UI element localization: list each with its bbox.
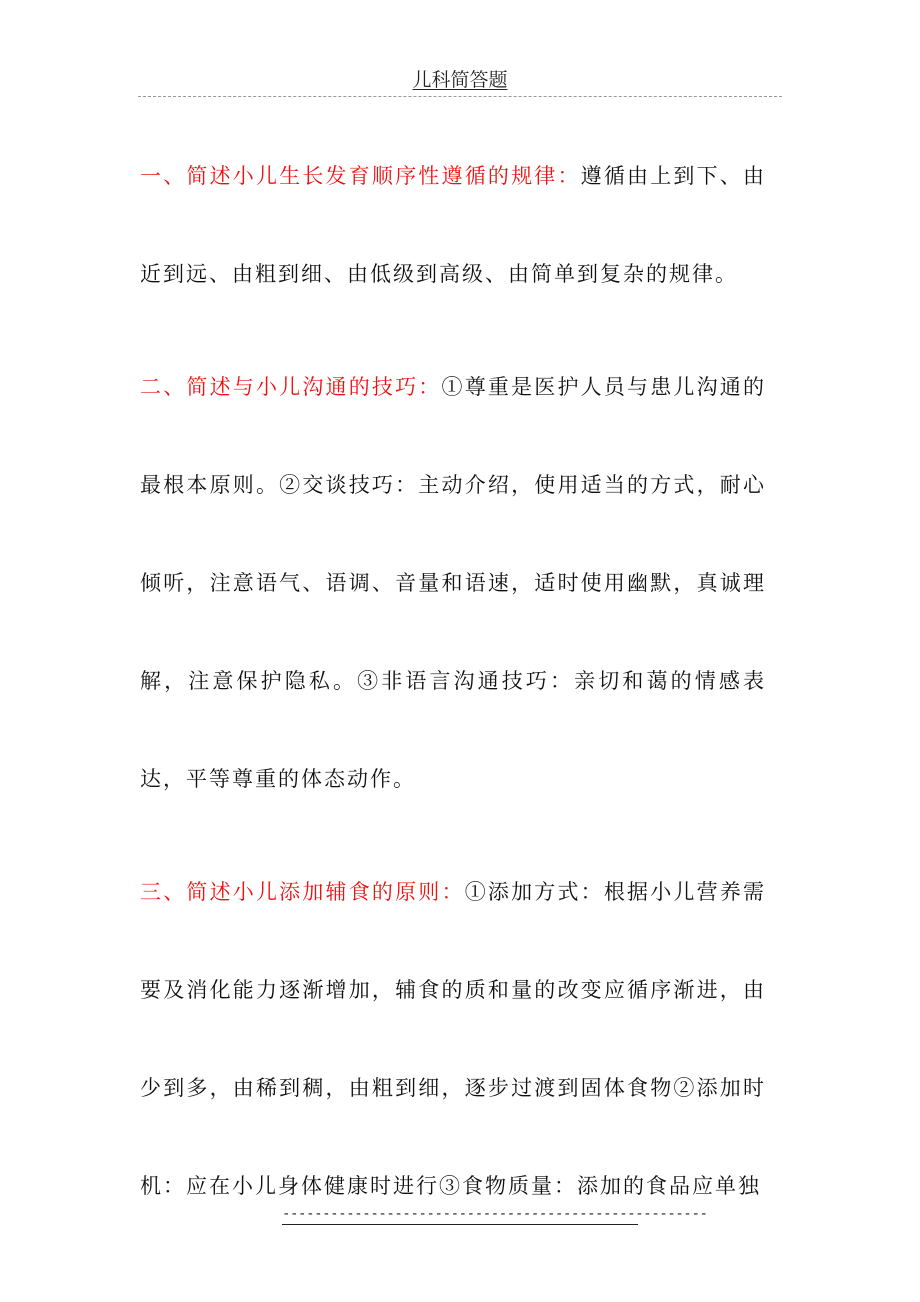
section-3-body: ①添加方式：根据小儿营养需要及消化能力逐渐增加，辅食的质和量的改变应循序渐进，由少到多，由稀到稠，由粗到细，逐步过渡到固体食物②添加时机：应在小儿身体健康时进行③食物质量：添加的食品应单独 xyxy=(140,880,767,1198)
document-title: 儿科简答题 xyxy=(412,69,508,91)
section-3-heading: 三、简述小儿添加辅食的原则： xyxy=(140,880,465,904)
section-2-heading: 二、简述与小儿沟通的技巧： xyxy=(140,375,442,399)
section-1 xyxy=(140,127,766,323)
section-2-body: ①尊重是医护人员与患儿沟通的最根本原则。②交谈技巧：主动介绍，使用适当的方式，耐心倾听，注意语气、语调、音量和语速，适时使用幽默，真诚理解，注意保护隐私。③非语言沟通技巧：亲切和蔼的情感表达，平等尊重的体态动作。 xyxy=(140,375,766,791)
section-2 xyxy=(140,338,766,828)
section-1-body: 遵循由上到下、由近到远、由粗到细、由低级到高级、由简单到复杂的规律。 xyxy=(140,164,767,286)
header-divider xyxy=(138,96,782,97)
document-body xyxy=(140,127,766,1235)
section-3 xyxy=(140,843,766,1235)
footer-divider: ----------------------------------------------------- xyxy=(282,1204,638,1225)
section-1-heading: 一、简述小儿生长发育顺序性遵循的规律： xyxy=(140,164,581,188)
